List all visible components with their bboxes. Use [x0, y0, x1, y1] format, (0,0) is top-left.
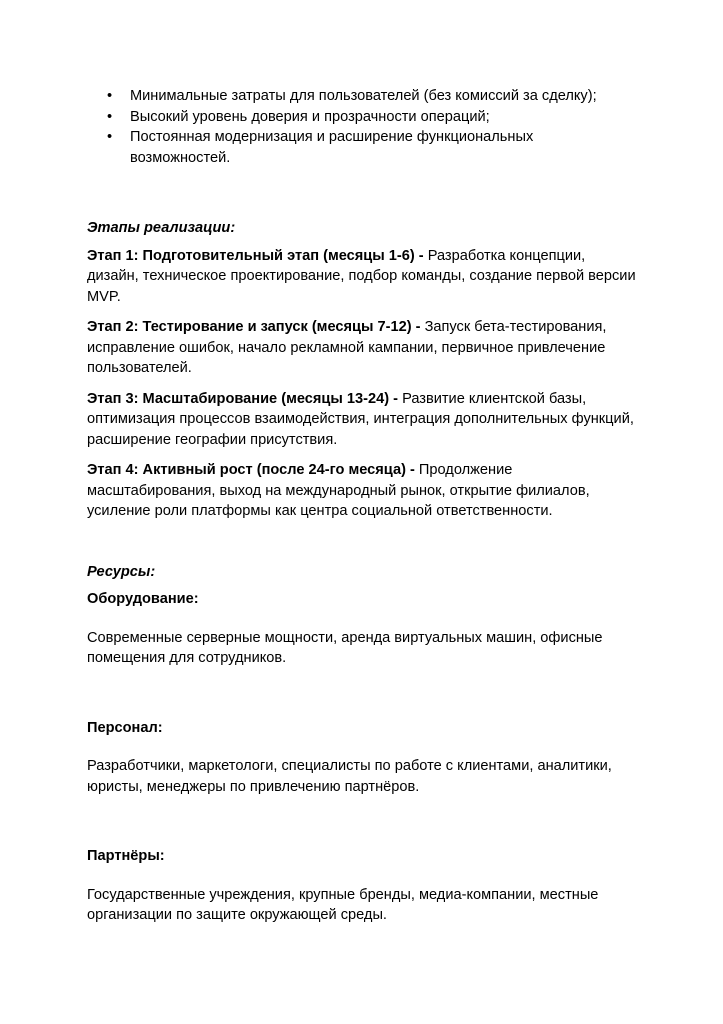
- equipment-heading: Оборудование:: [87, 591, 199, 607]
- staff-section: [87, 718, 637, 798]
- list-item: [87, 86, 637, 107]
- bullet-icon: •: [107, 108, 113, 125]
- staff-heading: Персонал:: [87, 719, 163, 736]
- staff-text: Разработчики, маркетологи, специалисты по работе с клиентами, аналитики, юристы, менеджеры по привлечению партнёров.: [87, 758, 612, 795]
- stage-2-text: Запуск бета-тестирования, исправление ошибок, начало рекламной кампании, первичное привлечение пользователей.: [87, 319, 607, 376]
- stage-1-text: Разработка концепции, дизайн, техническое проектирование, подбор команды, создание первой версии MVP.: [87, 247, 636, 305]
- stage-1: [87, 246, 637, 308]
- document-content: [87, 86, 637, 926]
- stage-4-heading: Этап 4: Активный рост (после 24-го месяца) -: [87, 462, 415, 478]
- stages-heading: Этапы реализации:: [87, 220, 236, 236]
- bullet-icon: •: [107, 88, 113, 104]
- list-item: [87, 127, 637, 168]
- list-item-text: Постоянная модернизация и расширение функциональных возможностей.: [130, 129, 534, 166]
- stage-3-heading: Этап 3: Масштабирование (месяцы 13-24) -: [87, 390, 399, 407]
- stage-2-heading: Этап 2: Тестирование и запуск (месяцы 7-12) -: [87, 319, 421, 335]
- resources-heading: Ресурсы:: [87, 563, 156, 580]
- advantages-list: [87, 86, 637, 168]
- list-item: [87, 107, 637, 128]
- partners-heading: Партнёры:: [87, 848, 165, 864]
- stage-2: [87, 317, 637, 379]
- bullet-icon: •: [107, 129, 113, 145]
- list-item-text: Высокий уровень доверия и прозрачности операций;: [130, 108, 490, 125]
- stage-3-text: Развитие клиентской базы, оптимизация процессов взаимодействия, интеграция дополнительных функций, расширение географии присутствия.: [87, 390, 634, 448]
- list-item-text: Минимальные затраты для пользователей (без комиссий за сделку);: [130, 88, 597, 104]
- stage-4-text: Продолжение масштабирования, выход на международный рынок, открытие филиалов, усиление роли платформы как центра социальной ответственности.: [87, 462, 590, 519]
- partners-text: Государственные учреждения, крупные бренды, медиа-компании, местные организации по защите окружающей среды.: [87, 886, 599, 923]
- stage-3: [87, 389, 637, 451]
- partners-section: [87, 846, 637, 926]
- equipment-section: [87, 589, 637, 669]
- equipment-text: Современные серверные мощности, аренда виртуальных машин, офисные помещения для сотрудников.: [87, 629, 603, 666]
- stage-4: [87, 460, 637, 522]
- stage-1-heading: Этап 1: Подготовительный этап (месяцы 1-6) -: [87, 247, 424, 264]
